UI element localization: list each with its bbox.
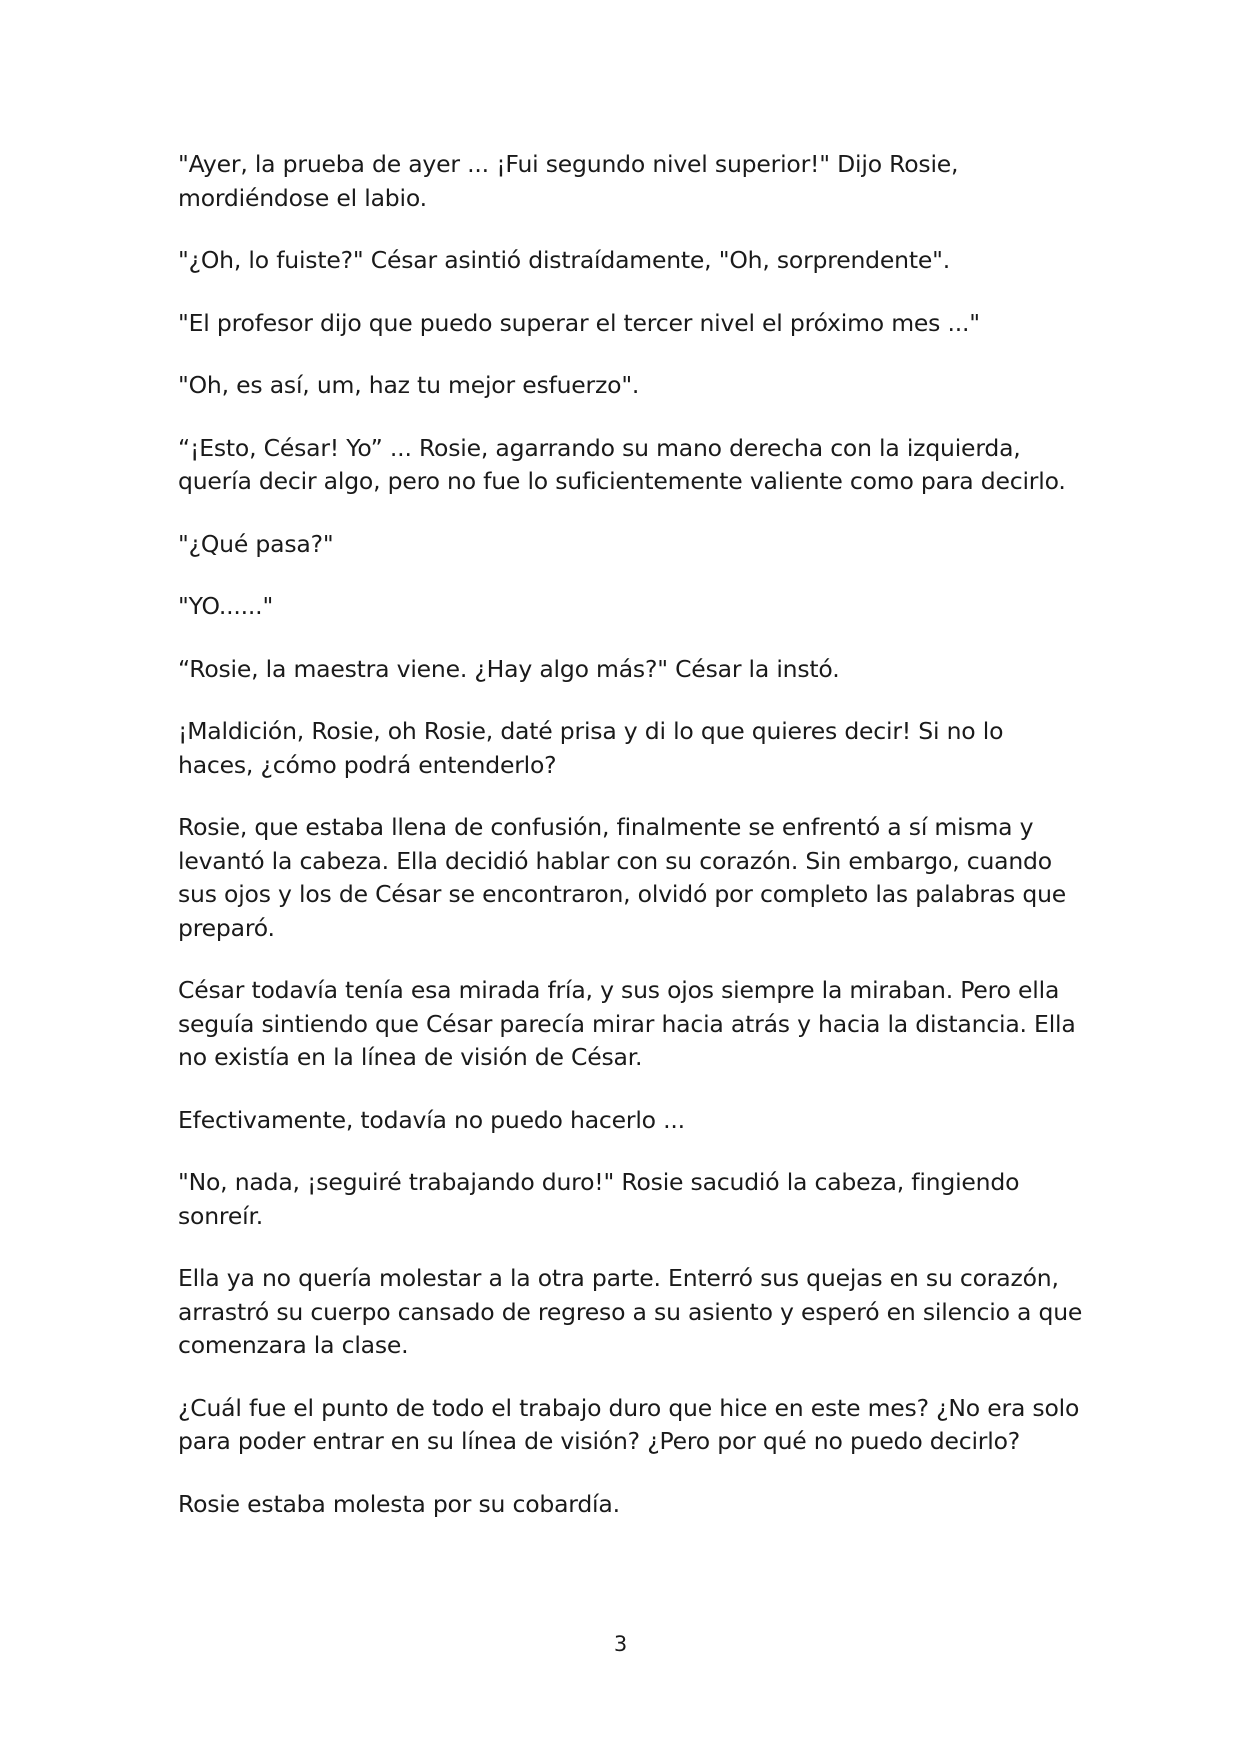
paragraph-11: César todavía tenía esa mirada fría, y sus ojos siempre la miraban. Pero ella seguía sintiendo que César parecía mirar hacia atrás y hacia la distancia. Ella no existía en la línea de visión de César. (178, 976, 1076, 1071)
paragraph-15: ¿Cuál fue el punto de todo el trabajo duro que hice en este mes? ¿No era solo para poder entrar en su línea de visión? ¿Pero por qué no puedo decirlo? (178, 1393, 1080, 1455)
paragraph-8: “Rosie, la maestra viene. ¿Hay algo más?" César la instó. (178, 654, 840, 683)
paragraph-4: "Oh, es así, um, haz tu mejor esfuerzo". (178, 371, 640, 399)
paragraph-14: Ella ya no quería molestar a la otra parte. Enterró sus quejas en su corazón, arrastró su cuerpo cansado de regreso a su asiento y esperó en silencio a que comenzara la clase. (178, 1264, 1083, 1359)
paragraph-10: Rosie, que estaba llena de confusión, finalmente se enfrentó a sí misma y levantó la cabeza. Ella decidió hablar con su corazón. Sin embargo, cuando sus ojos y los de César se encontraron, olvidó por completo las palabras que preparó. (178, 813, 1067, 942)
paragraph-3: "El profesor dijo que puedo superar el tercer nivel el próximo mes ..." (178, 308, 980, 337)
page-body (178, 148, 1083, 1550)
paragraph-1: "Ayer, la prueba de ayer ... ¡Fui segundo nivel superior!" Dijo Rosie, mordiéndose el labio. (178, 150, 959, 212)
paragraph-13: "No, nada, ¡seguiré trabajando duro!" Rosie sacudió la cabeza, fingiendo sonreír. (178, 1168, 1020, 1230)
paragraph-2: "¿Oh, lo fuiste?" César asintió distraídamente, "Oh, sorprendente". (178, 246, 950, 274)
paragraph-12: Efectivamente, todavía no puedo hacerlo ... (178, 1105, 685, 1134)
paragraph-7: "YO......" (178, 592, 274, 620)
paragraph-16: Rosie estaba molesta por su cobardía. (178, 1489, 620, 1518)
page-number: 3 (613, 1632, 628, 1656)
paragraph-6: "¿Qué pasa?" (178, 529, 334, 558)
paragraph-5: “¡Esto, César! Yo” ... Rosie, agarrando su mano derecha con la izquierda, quería decir algo, pero no fue lo suficientemente valiente como para decirlo. (178, 433, 1066, 495)
paragraph-9: ¡Maldición, Rosie, oh Rosie, daté prisa y di lo que quieres decir! Si no lo haces, ¿cómo podrá entenderlo? (178, 717, 1004, 779)
